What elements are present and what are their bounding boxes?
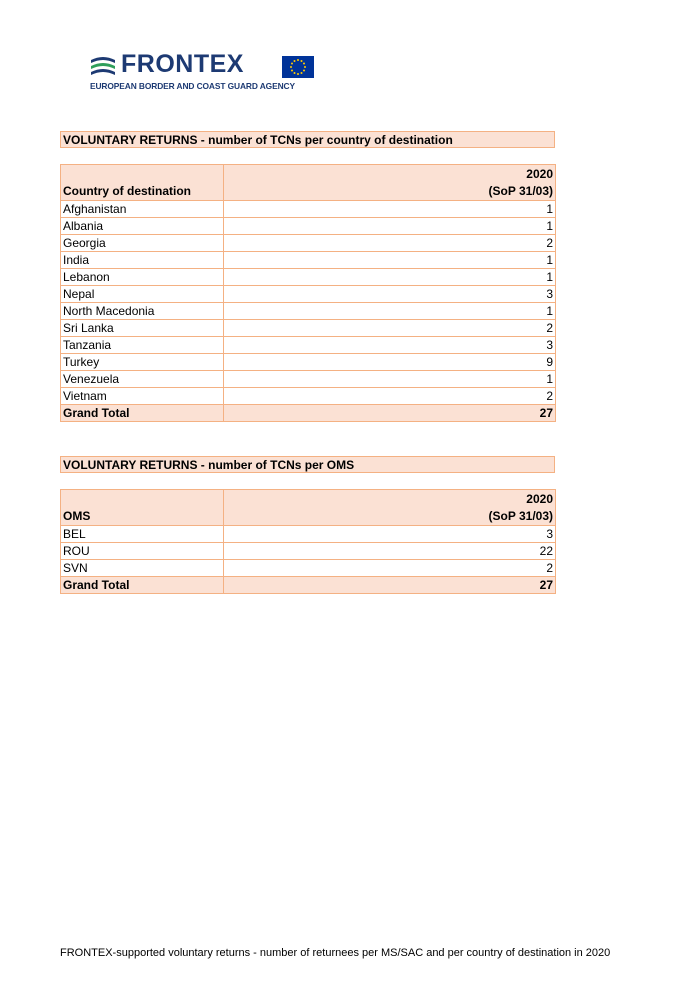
row-value: 1: [224, 201, 556, 218]
table-row: [61, 543, 556, 560]
grand-total-row: [61, 577, 556, 594]
table-header-row: [61, 490, 556, 526]
table-row: [61, 320, 556, 337]
logo-subtitle: EUROPEAN BORDER AND COAST GUARD AGENCY: [90, 81, 295, 91]
row-label: North Macedonia: [61, 303, 224, 320]
row-label: Lebanon: [61, 269, 224, 286]
grand-total-label: Grand Total: [61, 577, 224, 594]
row-value: 2: [224, 388, 556, 405]
table2-title: VOLUNTARY RETURNS - number of TCNs per OMS: [60, 456, 555, 473]
row-label: Nepal: [61, 286, 224, 303]
col2-header-year: 2020: [526, 492, 553, 506]
row-label: Tanzania: [61, 337, 224, 354]
table1-title: VOLUNTARY RETURNS - number of TCNs per country of destination: [60, 131, 555, 148]
row-label: Turkey: [61, 354, 224, 371]
row-value: 22: [224, 543, 556, 560]
grand-total-label: Grand Total: [61, 405, 224, 422]
frontex-waves-icon: [90, 55, 116, 79]
row-value: 1: [224, 218, 556, 235]
row-value: 1: [224, 269, 556, 286]
row-value: 3: [224, 337, 556, 354]
col2-header-year: 2020: [526, 167, 553, 181]
col2-header-sub: (SoP 31/03): [488, 184, 553, 198]
row-label: BEL: [61, 526, 224, 543]
col2-header-sub: (SoP 31/03): [488, 509, 553, 523]
table-row: [61, 560, 556, 577]
table-row: [61, 201, 556, 218]
table-row: [61, 388, 556, 405]
row-label: Albania: [61, 218, 224, 235]
col1-header: Country of destination: [61, 165, 224, 201]
row-label: Venezuela: [61, 371, 224, 388]
row-label: Georgia: [61, 235, 224, 252]
table-row: [61, 526, 556, 543]
row-label: India: [61, 252, 224, 269]
row-value: 1: [224, 303, 556, 320]
page-footer: FRONTEX-supported voluntary returns - number of returnees per MS/SAC and per country of destination in 2020: [60, 947, 611, 959]
table-row: [61, 354, 556, 371]
row-value: 1: [224, 371, 556, 388]
row-value: 9: [224, 354, 556, 371]
row-value: 1: [224, 252, 556, 269]
row-label: SVN: [61, 560, 224, 577]
col1-header: OMS: [61, 490, 224, 526]
table-row: [61, 337, 556, 354]
table-row: [61, 269, 556, 286]
col2-header: [224, 165, 556, 201]
frontex-logo: [90, 50, 330, 95]
table-row: [61, 235, 556, 252]
row-value: 2: [224, 560, 556, 577]
country-destination-table: [60, 164, 556, 422]
row-value: 3: [224, 526, 556, 543]
logo-wordmark: FRONTEX: [121, 50, 244, 78]
row-label: Afghanistan: [61, 201, 224, 218]
table-header-row: [61, 165, 556, 201]
oms-table: [60, 489, 556, 594]
row-label: ROU: [61, 543, 224, 560]
grand-total-row: [61, 405, 556, 422]
grand-total-value: 27: [224, 577, 556, 594]
eu-flag-icon: [282, 56, 314, 78]
table-row: [61, 371, 556, 388]
table-row: [61, 303, 556, 320]
row-value: 2: [224, 320, 556, 337]
row-value: 2: [224, 235, 556, 252]
row-value: 3: [224, 286, 556, 303]
row-label: Vietnam: [61, 388, 224, 405]
row-label: Sri Lanka: [61, 320, 224, 337]
table-row: [61, 252, 556, 269]
table-row: [61, 286, 556, 303]
col2-header: [224, 490, 556, 526]
grand-total-value: 27: [224, 405, 556, 422]
table-row: [61, 218, 556, 235]
